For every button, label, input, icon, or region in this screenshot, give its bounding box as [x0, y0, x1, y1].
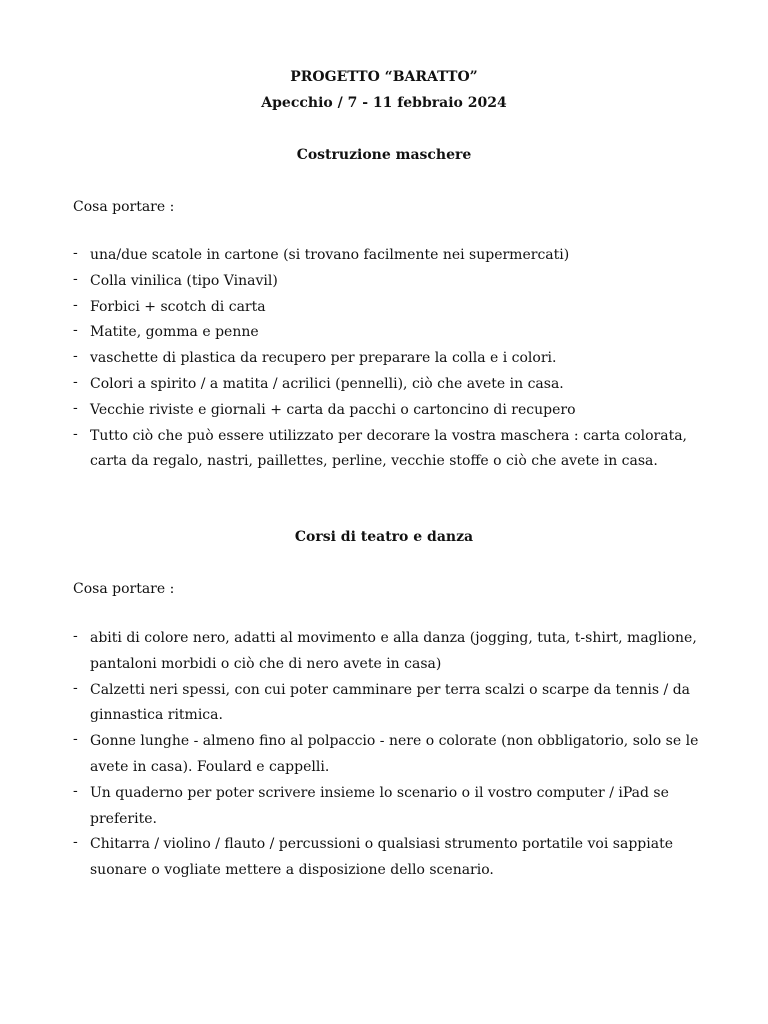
list-item: - Colla vinilica (tipo Vinavil): [0, 269, 768, 295]
list-item: - Un quaderno per poter scrivere insieme lo scenario o il vostro computer / iPad se preferite.: [0, 781, 768, 833]
list-item: - una/due scatole in cartone (si trovano facilmente nei supermercati): [0, 243, 768, 269]
bullet-dash: -: [73, 348, 78, 365]
bullet-dash: -: [73, 322, 78, 339]
bullet-dash: -: [73, 296, 78, 313]
section-heading-maschere: Costruzione maschere: [296, 147, 472, 163]
bullet-dash: -: [73, 245, 78, 261]
list-item: - vaschette di plastica da recupero per preparare la colla e i colori.: [0, 346, 768, 372]
bullet-dash: -: [73, 834, 78, 851]
bullet-dash: -: [73, 373, 78, 390]
list-item: - Gonne lunghe - almeno fino al polpaccio - nere o colorate (non obbligatorio, solo se le avete in casa). Foulard e cappelli.: [0, 729, 768, 781]
section-heading-teatro: Corsi di teatro e danza: [294, 529, 474, 545]
list-item: - Chitarra / violino / flauto / percussioni o qualsiasi strumento portatile voi sappiate suonare o vogliate mettere a disposizione dello scenario.: [0, 832, 768, 884]
materials-list-teatro: [0, 626, 768, 884]
list-item: - Matite, gomma e penne: [0, 320, 768, 346]
bullet-dash: -: [73, 425, 78, 442]
list-item: - Forbici + scotch di carta: [0, 295, 768, 321]
list-item: - Vecchie riviste e giornali + carta da pacchi o cartoncino di recupero: [0, 398, 768, 424]
section-label-teatro: Cosa portare :: [73, 581, 175, 597]
bullet-dash: -: [73, 782, 78, 799]
materials-list-maschere: [0, 243, 768, 475]
list-item: - Colori a spirito / a matita / acrilici (pennelli), ciò che avete in casa.: [0, 372, 768, 398]
document-title: PROGETTO “BARATTO”: [290, 69, 478, 85]
bullet-dash: -: [73, 399, 78, 416]
bullet-dash: -: [73, 270, 78, 287]
document-subtitle: Apecchio / 7 - 11 febbraio 2024: [261, 95, 507, 111]
list-item: - Calzetti neri spessi, con cui poter camminare per terra scalzi o scarpe da tennis / da ginnastica ritmica.: [0, 678, 768, 730]
list-item: - abiti di colore nero, adatti al movimento e alla danza (jogging, tuta, t-shirt, maglione, pantaloni morbidi o ciò che di nero avete in casa): [0, 626, 768, 678]
list-item: - Tutto ciò che può essere utilizzato per decorare la vostra maschera : carta colorata, carta da regalo, nastri, paillettes, perline, vecchie stoffe o ciò che avete in casa.: [0, 424, 768, 476]
bullet-dash: -: [73, 628, 78, 644]
bullet-dash: -: [73, 679, 78, 696]
bullet-dash: -: [73, 731, 78, 748]
section-label-maschere: Cosa portare :: [73, 199, 175, 215]
